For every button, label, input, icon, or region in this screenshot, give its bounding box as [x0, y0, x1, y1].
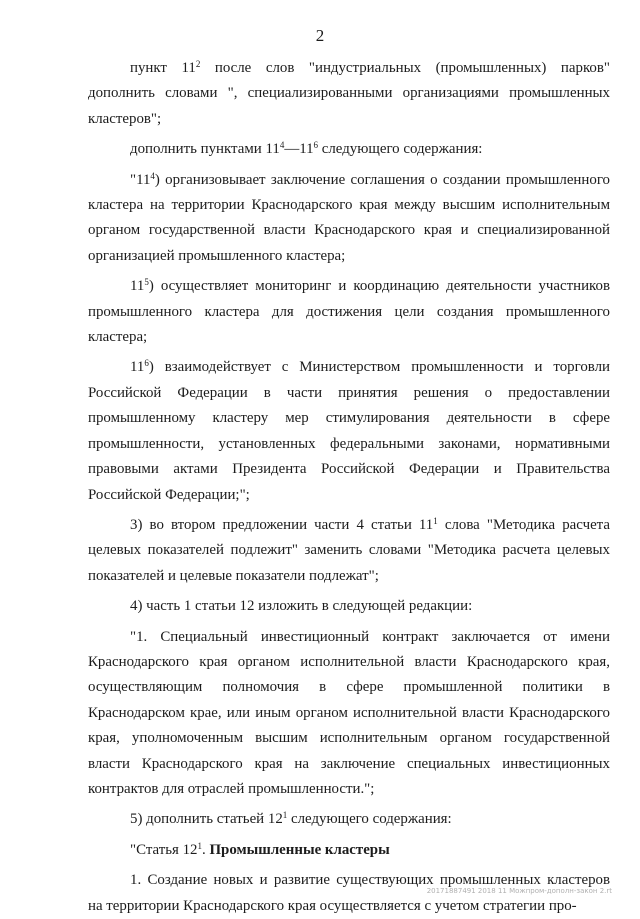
paragraph-7: 4) часть 1 статьи 12 изложить в следующей редакции: [130, 598, 473, 615]
document-body [88, 56, 610, 919]
paragraph-3: "$11^4$) организовывает заключение соглашения о создании промышленного кластера на территории Краснодарского края между высшим исполнительным органом государственной власти Краснодарского края и специализированной организацией промышленного кластера; [88, 170, 610, 264]
paragraph-8: "1. Специальный инвестиционный контракт заключается от имени Краснодарского края органом исполнительной власти Краснодарского края, осуществляющим полномочия в сфере промышленной политики в Краснодарском крае, или иным органом исполнительной власти Краснодарского края, уполномоченным высшим исполнительным органом государственной власти Краснодарского края на заключение специальных инвестиционных контрактов для отраслей промышленности."; [88, 628, 610, 797]
paragraph-4: $11^5$) осуществляет мониторинг и координацию деятельности участников промышленного кластера для достижения цели создания промышленного кластера; [88, 277, 610, 346]
page-number: 2 [315, 26, 325, 45]
article-heading: "Статья $12^1$. Промышленные кластеры [130, 840, 390, 858]
paragraph-5: $11^6$) взаимодействует с Министерством промышленности и торговли Российской Федерации в части принятия решения о предоставлении промышленному кластеру мер стимулирования деятельности в сфере промышленности, установленных федеральными законами, нормативными правовыми актами Президента Российской Федерации и Правительства Российской Федерации;"; [88, 358, 610, 503]
paragraph-2: дополнить пунктами $11^4—11^6$ следующего содержания: [130, 140, 483, 158]
paragraph-1: пункт $11^2$ после слов "индустриальных (промышленных) парков" дополнить словами ", специализированными организациями промышленных кластеров"; [88, 59, 610, 127]
paragraph-6: 3) во втором предложении части 4 статьи $11^1$ слова "Методика расчета целевых показателей подлежит" заменить словами "Методика расчета целевых показателей и целевые показатели подлежат"; [88, 515, 610, 584]
paragraph-11: 1. Создание новых и развитие существующих промышленных кластеров на территории Краснодарского края осуществляется с учетом стратегии про- [88, 872, 610, 914]
paragraph-9: 5) дополнить статьей $12^1$ следующего содержания: [130, 810, 452, 828]
footer-file-reference: 20171887491 2018 11 Можпром-дополн-закон 2.rt [426, 887, 612, 895]
